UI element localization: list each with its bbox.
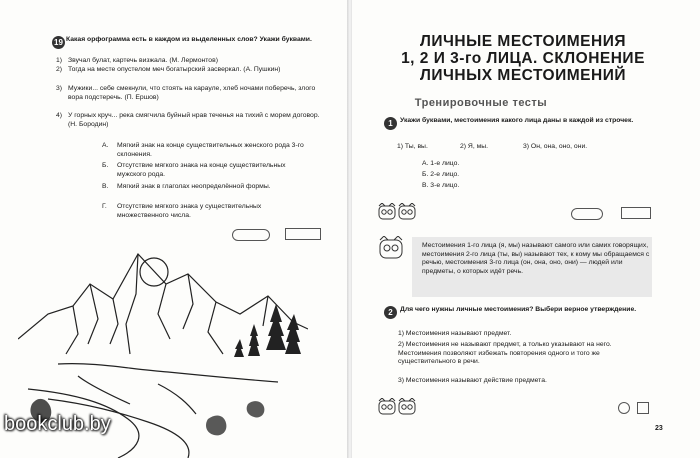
option-text: Мягкий знак на конце существительных женского рода 3-го склонения.	[117, 142, 304, 158]
item-number: 4)	[56, 112, 63, 119]
statement-item: 1) Местоимения называют предмет.	[398, 330, 512, 337]
watermark: bookclub.by	[4, 413, 111, 435]
statement-item: 2) Местоимения не называют предмет, а только указывают на него. Местоимения позволяют избежать повторения одного и того же существительного в речи.	[398, 341, 612, 366]
statement-item: 3) Местоимения называют действие предмета.	[398, 377, 547, 384]
task-number-badge: 1	[384, 117, 397, 130]
item-number: 3)	[56, 85, 63, 92]
rule-note-box	[412, 237, 652, 297]
answer-circle[interactable]	[618, 402, 630, 414]
answer-square[interactable]	[637, 402, 649, 414]
option-text: Отсутствие мягкого знака у существительных множественного числа.	[117, 203, 262, 219]
task-question: Укажи буквами, местоимения какого лица даны в каждой из строчек.	[400, 117, 634, 124]
title-line: ЛИЧНЫХ МЕСТОИМЕНИЙ	[420, 67, 626, 84]
item-number: 1)	[56, 57, 63, 64]
sentence-text: Звучал булат, картечь визжала. (М. Лермонтов)	[68, 57, 218, 64]
answer-oval[interactable]	[232, 229, 270, 241]
page-number: 23	[655, 425, 663, 432]
answer-oval[interactable]	[571, 208, 603, 220]
page-title	[388, 33, 658, 84]
owl-icon	[378, 203, 418, 221]
option-letter: В.	[102, 183, 109, 190]
line-item: 1) Ты, вы.	[397, 143, 428, 150]
option-letter: А.	[102, 142, 109, 149]
option-text: Б. 2-е лицо.	[422, 171, 460, 178]
option-text: А. 1-е лицо.	[422, 160, 460, 167]
option-text: В. 3-е лицо.	[422, 182, 460, 189]
sentence-text: У горных круч... река смягчила буйный нрав теченья на тихий с морем договор. (Н. Бородин)	[68, 112, 320, 128]
task-question: Для чего нужны личные местоимения? Выбери верное утверждение.	[400, 306, 637, 313]
option-letter: Б.	[102, 162, 109, 169]
title-line: 1, 2 И 3-го ЛИЦА. СКЛОНЕНИЕ	[401, 50, 645, 67]
owl-icon	[378, 398, 418, 416]
item-number: 2)	[56, 66, 63, 73]
section-subtitle: Тренировочные тесты	[414, 97, 548, 109]
answer-box[interactable]	[285, 228, 321, 240]
line-item: 3) Он, она, оно, они.	[523, 143, 588, 150]
answer-box[interactable]	[621, 207, 651, 219]
sentence-text: Мужики... себе смекнули, что стоять на карауле, хлеб ночами поберечь, злого вора подстеречь. (П. Ершов)	[68, 85, 316, 101]
line-item: 2) Я, мы.	[460, 143, 489, 150]
option-text: Отсутствие мягкого знака на конце существительных мужского рода.	[117, 162, 286, 178]
rule-note-text: Местоимения 1-го лица (я, мы) называют самого или самих говорящих, местоимения 2-го лица (ты, вы) называют тех, к кому мы обращаемся с речью, местоимения 3-го лица (он, она, оно, они) — людей или предметы, о которых идёт речь.	[422, 242, 650, 275]
task-number-badge: 19	[52, 36, 65, 49]
left-page	[0, 0, 348, 458]
option-text: Мягкий знак в глаголах неопределённой формы.	[117, 183, 271, 190]
task-question: Какая орфограмма есть в каждом из выделенных слов? Укажи буквами.	[66, 36, 312, 43]
sentence-text: Тогда на месте опустелом меч богатырский засверкал. (А. Пушкин)	[68, 66, 281, 73]
option-letter: Г.	[102, 203, 107, 210]
task-number-badge: 2	[384, 306, 397, 319]
owl-mascot-icon	[378, 236, 406, 260]
title-line: ЛИЧНЫЕ МЕСТОИМЕНИЯ	[420, 33, 626, 50]
